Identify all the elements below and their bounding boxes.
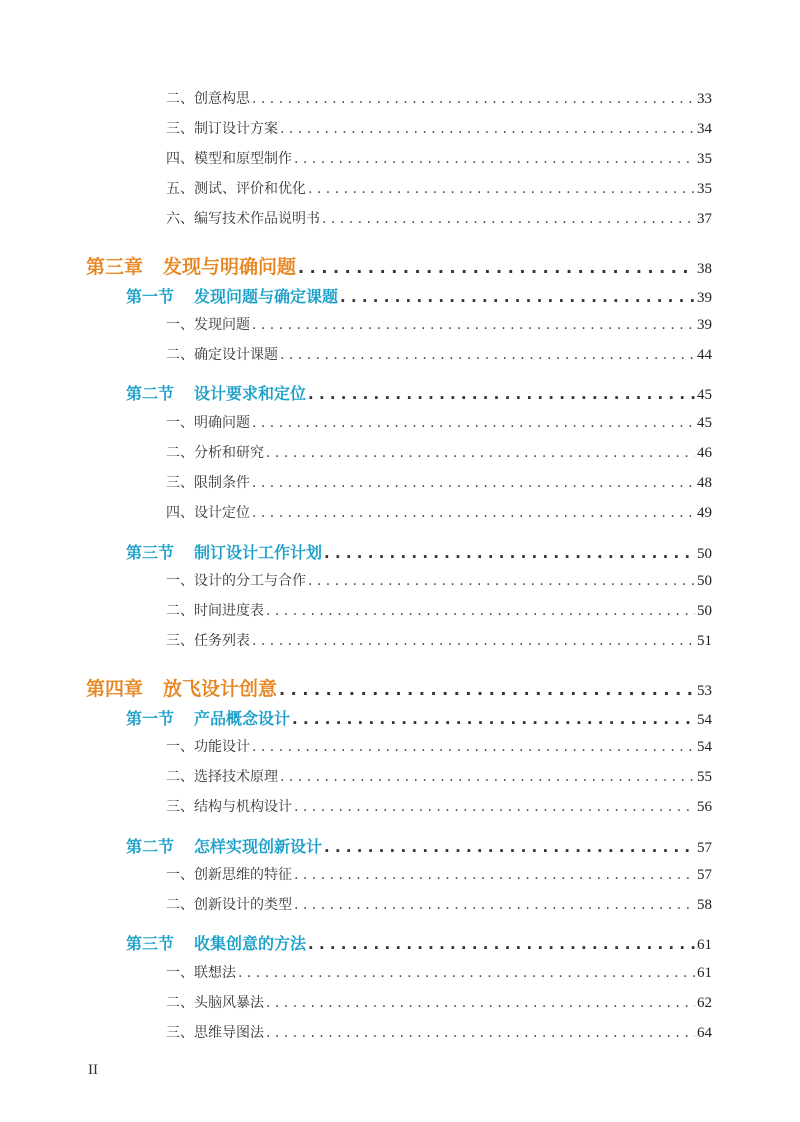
toc-item-label: 四、设计定位 [166, 505, 250, 521]
dot-leader [266, 603, 695, 619]
toc-page-number: 50 [697, 573, 712, 589]
toc-item[interactable] [166, 992, 712, 1012]
toc-item[interactable] [166, 864, 712, 884]
toc-section-label [126, 381, 306, 404]
toc-item-label: 四、模型和原型制作 [166, 151, 292, 167]
section-title: 设计要求和定位 [194, 384, 307, 403]
section-number: 第一节 [126, 709, 175, 728]
toc-section[interactable] [126, 381, 712, 404]
dot-leader [280, 347, 695, 363]
dot-leader [308, 935, 695, 953]
toc-page-number: 62 [697, 995, 712, 1011]
section-title: 制订设计工作计划 [194, 543, 323, 562]
toc-item-label: 二、创意构思 [166, 91, 250, 107]
toc-page-number: 56 [697, 799, 712, 815]
dot-leader [266, 1025, 695, 1041]
toc-page-number: 45 [697, 387, 712, 403]
toc-item-label: 六、编写技术作品说明书 [166, 211, 320, 227]
section-number: 第一节 [126, 287, 175, 306]
dot-leader [252, 317, 695, 333]
toc-page-number: 57 [697, 867, 712, 883]
toc-item[interactable] [166, 88, 712, 108]
toc-page-number: 37 [697, 211, 712, 227]
dot-leader [280, 769, 695, 785]
toc-item[interactable] [166, 118, 712, 138]
toc-page-number: 44 [697, 347, 712, 363]
toc-item-label: 二、时间进度表 [166, 603, 264, 619]
toc-item-label: 一、明确问题 [166, 415, 250, 431]
chapter-title: 放飞设计创意 [163, 678, 278, 700]
toc-item[interactable] [166, 148, 712, 168]
toc-section[interactable] [126, 834, 712, 857]
toc-item-label: 二、头脑风暴法 [166, 995, 264, 1011]
toc-item[interactable] [166, 962, 712, 982]
dot-leader [308, 181, 695, 197]
toc-page-number: 35 [697, 151, 712, 167]
toc-item[interactable] [166, 178, 712, 198]
dot-leader [298, 258, 695, 277]
toc-item-label: 三、结构与机构设计 [166, 799, 292, 815]
chapter-title: 发现与明确问题 [163, 256, 297, 278]
toc-item-label: 一、功能设计 [166, 739, 250, 755]
dot-leader [266, 995, 695, 1011]
dot-leader [294, 799, 695, 815]
section-title: 发现问题与确定课题 [194, 287, 339, 306]
toc-page-number: 50 [697, 603, 712, 619]
toc-item-label: 一、联想法 [166, 965, 236, 981]
toc-item-label: 二、分析和研究 [166, 445, 264, 461]
toc-page-number: 55 [697, 769, 712, 785]
toc-page-number: 49 [697, 505, 712, 521]
dot-leader [294, 867, 695, 883]
dot-leader [252, 415, 695, 431]
toc-page-number: 34 [697, 121, 712, 137]
page-folio: II [88, 1062, 98, 1078]
dot-leader [324, 838, 695, 856]
toc-section[interactable] [126, 931, 712, 954]
toc-page-number: 61 [697, 937, 712, 953]
section-title: 产品概念设计 [194, 709, 291, 728]
toc-item-label: 三、任务列表 [166, 633, 250, 649]
toc-item[interactable] [166, 472, 712, 492]
toc-item[interactable] [166, 570, 712, 590]
chapter-number: 第四章 [86, 678, 144, 700]
toc-page-number: 48 [697, 475, 712, 491]
dot-leader [294, 151, 695, 167]
dot-leader [266, 445, 695, 461]
dot-leader [252, 633, 695, 649]
toc-item[interactable] [166, 796, 712, 816]
toc-section[interactable] [126, 284, 712, 307]
toc-page-number: 57 [697, 840, 712, 856]
toc-page-number: 53 [697, 683, 712, 699]
toc-chapter-label [86, 674, 277, 701]
dot-leader [238, 965, 695, 981]
toc-section-label [126, 931, 306, 954]
toc-item-label: 三、思维导图法 [166, 1025, 264, 1041]
toc-item[interactable] [166, 502, 712, 522]
toc-item[interactable] [166, 1022, 712, 1042]
toc-item[interactable] [166, 894, 712, 914]
dot-leader [340, 288, 695, 306]
dot-leader [280, 121, 695, 137]
toc-item-label: 五、测试、评价和优化 [166, 181, 306, 197]
section-number: 第三节 [126, 543, 175, 562]
toc-item[interactable] [166, 630, 712, 650]
toc-page-number: 51 [697, 633, 712, 649]
toc-section-label [126, 540, 322, 563]
dot-leader [294, 897, 695, 913]
toc-item[interactable] [166, 600, 712, 620]
toc-chapter-label [86, 252, 296, 279]
toc-section-label [126, 706, 290, 729]
toc-page-number: 54 [697, 739, 712, 755]
section-number: 第三节 [126, 934, 175, 953]
dot-leader [324, 544, 695, 562]
toc-page-number: 39 [697, 290, 712, 306]
dot-leader [292, 710, 695, 728]
dot-leader [252, 91, 695, 107]
toc-item[interactable] [166, 208, 712, 228]
toc-item-label: 二、选择技术原理 [166, 769, 278, 785]
toc-item-label: 一、创新思维的特征 [166, 867, 292, 883]
toc-section-label [126, 284, 338, 307]
toc-item-label: 三、限制条件 [166, 475, 250, 491]
toc-item-label: 二、创新设计的类型 [166, 897, 292, 913]
toc-chapter[interactable] [86, 252, 712, 279]
dot-leader [308, 385, 695, 403]
toc-item[interactable] [166, 766, 712, 786]
dot-leader [279, 680, 695, 699]
toc-item[interactable] [166, 344, 712, 364]
dot-leader [308, 573, 695, 589]
dot-leader [322, 211, 695, 227]
toc-section[interactable] [126, 540, 712, 563]
dot-leader [252, 505, 695, 521]
toc-chapter[interactable] [86, 674, 712, 701]
toc-section[interactable] [126, 706, 712, 729]
toc-item[interactable] [166, 314, 712, 334]
section-title: 怎样实现创新设计 [194, 837, 323, 856]
toc-page-number: 38 [697, 261, 712, 277]
section-number: 第二节 [126, 837, 175, 856]
toc-item-label: 二、确定设计课题 [166, 347, 278, 363]
toc-page-number: 50 [697, 546, 712, 562]
toc-page-number: 46 [697, 445, 712, 461]
toc-item[interactable] [166, 736, 712, 756]
section-number: 第二节 [126, 384, 175, 403]
toc-item[interactable] [166, 442, 712, 462]
toc-page-number: 54 [697, 712, 712, 728]
toc-page-number: 64 [697, 1025, 712, 1041]
toc-page-number: 39 [697, 317, 712, 333]
toc-item[interactable] [166, 412, 712, 432]
chapter-number: 第三章 [86, 256, 144, 278]
toc-page-number: 61 [697, 965, 712, 981]
section-title: 收集创意的方法 [194, 934, 307, 953]
dot-leader [252, 739, 695, 755]
toc-item-label: 一、发现问题 [166, 317, 250, 333]
toc-page-number: 33 [697, 91, 712, 107]
toc-section-label [126, 834, 322, 857]
toc-page-number: 58 [697, 897, 712, 913]
toc-page-number: 35 [697, 181, 712, 197]
dot-leader [252, 475, 695, 491]
toc-page-number: 45 [697, 415, 712, 431]
toc-item-label: 三、制订设计方案 [166, 121, 278, 137]
toc-item-label: 一、设计的分工与合作 [166, 573, 306, 589]
